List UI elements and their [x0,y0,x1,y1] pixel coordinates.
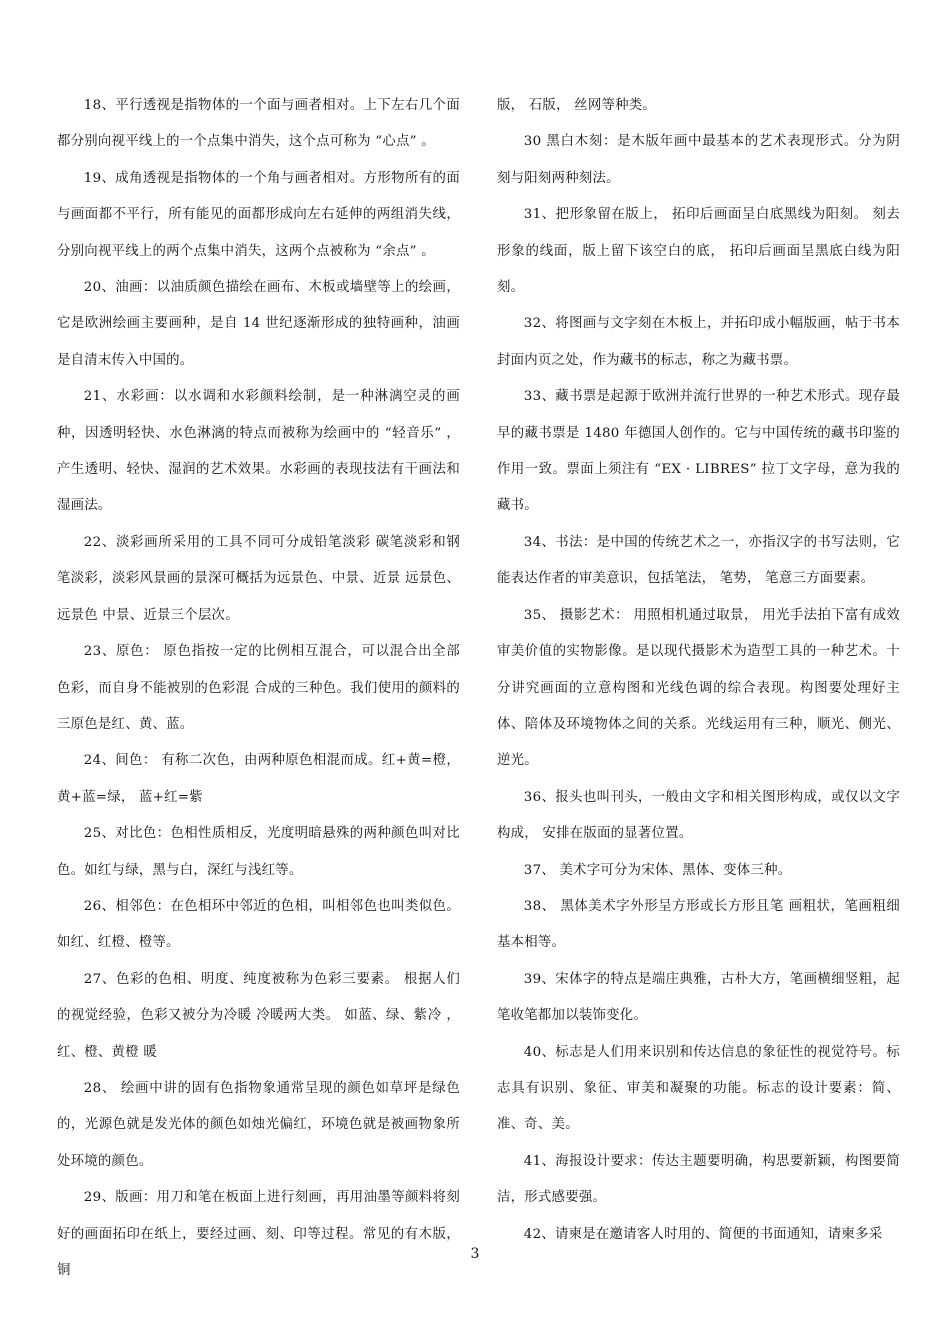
paragraph-29-continued: 版， 石版， 丝网等种类。 [497,98,657,113]
paragraph-28: 28、 绘画中讲的固有色指物象通常呈现的颜色如草坪是绿色的，光源色就是发光体的颜色如烛光偏红，环境色就是被画物象所处环境的颜色。 [57,1080,460,1169]
paragraph-34: 34、书法：是中国的传统艺术之一，亦指汉字的书写法则，它能表达作者的审美意识，包括笔法， 笔势， 笔意三方面要素。 [497,534,900,587]
paragraph-37: 37、 美术字可分为宋体、黑体、变体三种。 [523,862,792,878]
paragraph-42: 42、请柬是在邀请客人时用的、简便的书面通知，请柬多采 [523,1226,883,1242]
paragraph-25: 25、对比色：色相性质相反，光度明暗悬殊的两种颜色叫对比色。如红与绿，黑与白，深红与浅红等。 [57,826,460,878]
paragraph-31: 31、把形象留在版上， 拓印后画面呈白底黑线为阳刻。 刻去形象的线面，版上留下该空白的底， 拓印后画面呈黑底白线为阳刻。 [497,207,900,296]
paragraph-35: 35、 摄影艺术： 用照相机通过取景， 用光手法拍下富有成效审美价值的实物影像。是以现代摄影术为造型工具的一种艺术。十分讲究画面的立意构图和光线色调的综合表现。构图要处理好主体、陪体及环境物体之间的关系。光线运用有三种，顺光、侧光、逆光。 [497,607,900,769]
paragraph-26: 26、相邻色：在色相环中邻近的色相，叫相邻色也叫类似色。如红、红橙、橙等。 [57,898,460,951]
paragraph-41: 41、海报设计要求：传达主题要明确，构思要新颖，构图要简洁，形式感要强。 [497,1153,900,1206]
paragraph-38: 38、 黑体美术字外形呈方形或长方形且笔 画粗状，笔画粗细基本相等。 [497,898,900,951]
paragraph-19: 19、成角透视是指物体的一个角与画者相对。方形物所有的面与画面都不平行，所有能见的面都形成向左右延伸的两组消失线，分别向视平线上的两个点集中消失，这两个点被称为 “余点” 。 [57,170,460,259]
paragraph-20: 20、油画：以油质颜色描绘在画布、木板或墙壁等上的绘画，它是欧洲绘画主要画种，是自 14 世纪逐渐形成的独特画种，油画是自清末传入中国的。 [57,280,460,368]
paragraph-36: 36、报头也叫刊头，一般由文字和相关图形构成，或仅以文字构成， 安排在版面的显著位置。 [497,789,900,842]
right-column [497,88,900,1253]
paragraph-30: 30 黑白木刻：是木版年画中最基本的艺术表现形式。分为阴刻与阳刻两种刻法。 [497,134,900,186]
paragraph-24: 24、间色： 有称二次色，由两种原色相混而成。红+黄=橙，黄+蓝=绿， 蓝+红=紫 [57,753,460,805]
paragraph-27: 27、色彩的色相、明度、纯度被称为色彩三要素。 根据人们的视觉经验，色彩又被分为冷暖 冷暖两大类。 如蓝、绿、紫冷 ，红、橙、黄橙 暖 [57,971,460,1060]
paragraph-40: 40、标志是人们用来识别和传达信息的象征性的视觉符号。标志具有识别、象征、审美和凝聚的功能。标志的设计要素：简、准、奇、美。 [497,1044,900,1133]
paragraph-32: 32、将图画与文字刻在木板上，并拓印成小幅版画，帖于书本封面内页之处，作为藏书的标志，称之为藏书票。 [497,316,900,368]
paragraph-39: 39、宋体字的特点是端庄典雅，古朴大方，笔画横细竖粗，起笔收笔都加以装饰变化。 [497,971,900,1024]
paragraph-33: 33、藏书票是起源于欧洲并流行世界的一种艺术形式。现存最早的藏书票是 1480 年德国人创作的。它与中国传统的藏书印鉴的作用一致。票面上须注有 “EX · LIBRES” 拉丁文字母，意为我的藏书。 [497,389,900,514]
paragraph-22: 22、淡彩画所采用的工具不同可分成铅笔淡彩 碳笔淡彩和钢笔淡彩，淡彩风景画的景深可概括为远景色、中景、近景 远景色、远景色 中景、近景三个层次。 [57,534,460,623]
page-number: 3 [470,1246,480,1262]
paragraph-18: 18、平行透视是指物体的一个面与画者相对。上下左右几个面都分别向视平线上的一个点集中消失，这个点可称为 “心点” 。 [57,98,460,150]
paragraph-29: 29、版画：用刀和笔在板面上进行刻画，再用油墨等颜料将刻好的画面拓印在纸上，要经过画、刻、印等过程。常见的有木版，铜 [57,1190,460,1278]
left-column [57,88,460,1289]
paragraph-21: 21、水彩画：以水调和水彩颜料绘制，是一种淋漓空灵的画种，因透明轻快、水色淋漓的特点而被称为绘画中的 “轻音乐” ， 产生透明、轻快、湿润的艺术效果。水彩画的表现技法有干画法和湿画法。 [57,389,460,514]
paragraph-23: 23、原色： 原色指按一定的比例相互混合，可以混合出全部色彩，而自身不能被别的色彩混 合成的三种色。我们使用的颜料的三原色是红、黄、蓝。 [57,644,460,732]
